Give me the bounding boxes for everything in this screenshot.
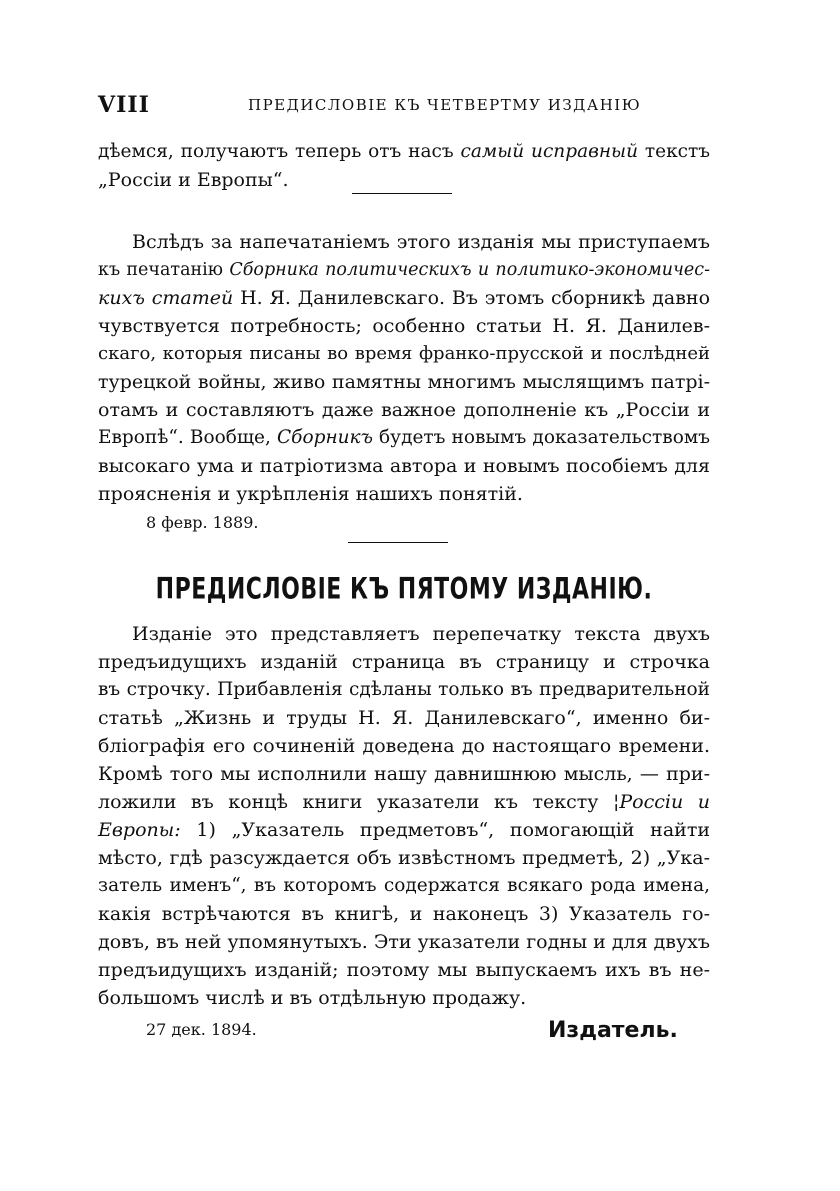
text-line: Вслѣдъ за напечатаніемъ этого изданія мы приступаемъ bbox=[132, 231, 710, 253]
text-line: большомъ числѣ и въ отдѣльную продажу. bbox=[98, 987, 527, 1009]
text-line: Европѣ“. Вообще, Сборникъ будетъ новымъ доказательствомъ bbox=[98, 427, 710, 448]
text-line: къ печатанію Сборника политическихъ и политико-экономичес- bbox=[98, 260, 710, 280]
text-line: Европы: 1) „Указатель предметовъ“, помогающій найти bbox=[98, 819, 710, 841]
section-divider bbox=[348, 542, 448, 543]
text-line: довъ, въ ней упомянутыхъ. Эти указатели годны и для двухъ bbox=[98, 931, 710, 953]
section-title: ПРЕДИСЛОВІЕ КЪ ПЯТОМУ ИЗДАНІЮ. bbox=[155, 573, 653, 607]
text-line: предъидущихъ изданій страница въ страницу и строчка bbox=[98, 651, 710, 673]
section-divider bbox=[352, 193, 452, 194]
text-line: статьѣ „Жизнь и труды Н. Я. Данилевскаго“, именно би- bbox=[98, 707, 710, 729]
text-line: предъидущихъ изданій; поэтому мы выпускаемъ ихъ въ не- bbox=[98, 959, 710, 981]
text-line: кихъ статей Н. Я. Данилевскаго. Въ этомъ сборникѣ давно bbox=[98, 287, 711, 309]
date-1889: 8 февр. 1889. bbox=[146, 513, 259, 532]
running-head: ПРЕДИСЛОВІЕ КЪ ЧЕТВЕРТМУ ИЗДАНІЮ bbox=[248, 96, 642, 114]
publisher-signature: Издатель. bbox=[548, 1018, 678, 1043]
date-1894: 27 дек. 1894. bbox=[146, 1020, 257, 1039]
page-header bbox=[98, 92, 710, 122]
text-line: „Россіи и Европы“. bbox=[98, 169, 289, 191]
text-line: ложили въ концѣ книги указатели къ тексту ¦Россіи и bbox=[98, 791, 711, 813]
text-line: бліографія его сочиненій доведена до настоящаго времени. bbox=[98, 735, 710, 757]
text-line: отамъ и составляютъ даже важное дополненіе къ „Россіи и bbox=[98, 399, 710, 421]
page-number: VIII bbox=[98, 92, 150, 118]
text-line: турецкой войны, живо памятны многимъ мыслящимъ патрі- bbox=[98, 371, 710, 393]
text-line: Изданіе это представляетъ перепечатку текста двухъ bbox=[132, 623, 710, 645]
text-line: высокаго ума и патріотизма автора и новымъ пособіемъ для bbox=[98, 455, 710, 477]
text-line: Кромѣ того мы исполнили нашу давнишнюю мысль, — при- bbox=[98, 763, 710, 785]
text-line: какія встрѣчаются въ книгѣ, и наконецъ 3) Указатель го- bbox=[98, 903, 710, 925]
text-line: затель именъ“, въ которомъ содержатся всякаго рода имена, bbox=[98, 875, 710, 896]
text-line: мѣсто, гдѣ разсуждается объ извѣстномъ предметѣ, 2) „Ука- bbox=[98, 847, 710, 869]
text-line: дѣемся, получаютъ теперь отъ насъ самый исправный текстъ bbox=[98, 141, 710, 162]
text-line: чувствуется потребность; особенно статьи Н. Я. Данилев- bbox=[98, 315, 710, 337]
text-line: проясненія и укрѣпленія нашихъ понятій. bbox=[98, 483, 523, 505]
text-line: въ строчку. Прибавленія сдѣланы только въ предварительной bbox=[98, 679, 710, 700]
text-line: скаго, которыя писаны во время франко-прусской и послѣдней bbox=[98, 343, 710, 364]
